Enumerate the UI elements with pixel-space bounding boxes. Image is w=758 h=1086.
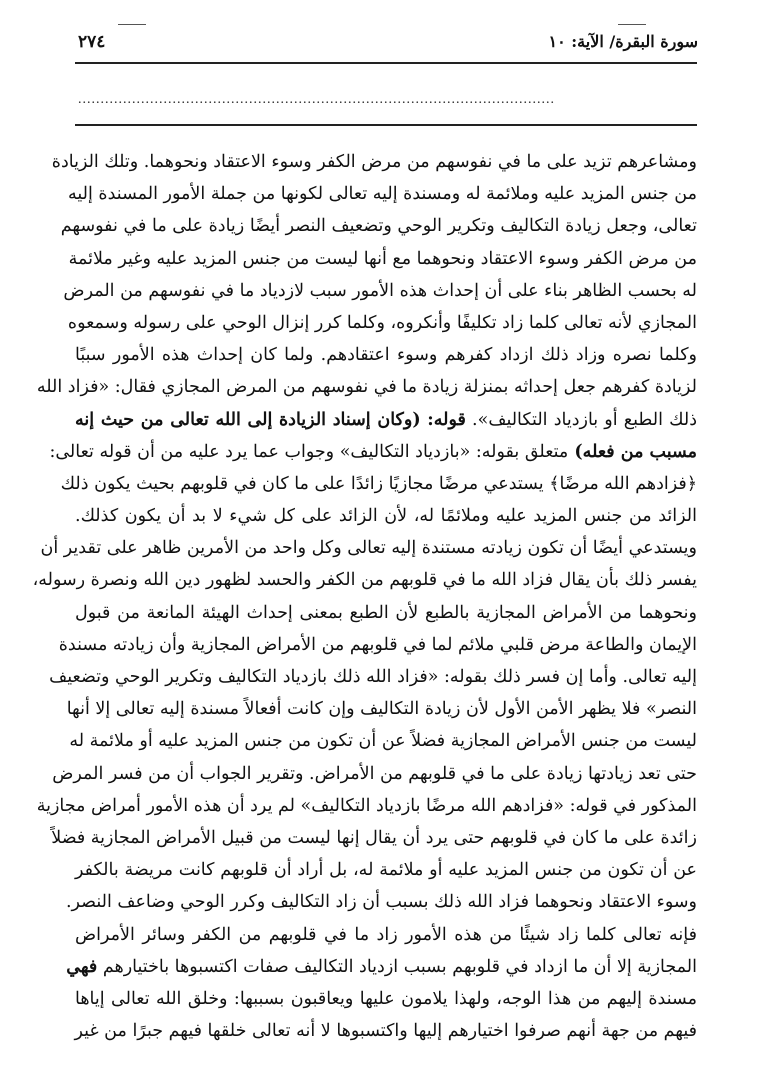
text-line (75, 597, 697, 629)
text-segment: من جنس المزيد عليه وملائمة له ومسندة إليه تعالى لكونها من جملة الأمور المسندة إليه (68, 184, 697, 205)
text-line (69, 725, 697, 757)
text-segment: المجازي لأنه تعالى كلما زاد تكليفًا وأنكروه، وكلما كرر إنزال الوحي على رسوله وسمعوه (67, 312, 697, 333)
text-line (75, 983, 697, 1015)
text-line (63, 275, 697, 307)
text-line (75, 500, 697, 532)
text-segment: ويستدعي أيضًا أن تكون زيادته مستندة إليه تعالى وكل واحد من الأمرين ظاهر على تقدير أن (40, 538, 697, 559)
text-segment: المجازية إلا أن ما ازداد في قلوبهم بسبب ازدياد التكاليف صفات اكتسبوها باختيارهم (97, 956, 697, 977)
text-line (68, 243, 697, 275)
text-segment: له بحسب الظاهر بناء على أن إحداث هذه الأمور سبب لازدياد ما في نفوسهم من المرض (63, 280, 697, 301)
text-segment: يفسر ذلك بأن يقال فزاد الله ما في قلوبهم من الكفر والحسد لظهور دين الله ونصرة رسوله، (32, 570, 697, 591)
body-text (32, 146, 697, 1047)
text-line (67, 307, 697, 339)
text-segment: إليه تعالى. وأما إن فسر ذلك بقوله: «فزاد الله ذلك بازدياد التكاليف وتكرير الوحي وتضعيف (49, 667, 697, 687)
text-line (75, 404, 697, 436)
text-line (75, 854, 697, 886)
text-line (58, 629, 697, 661)
text-segment: متعلق بقوله: «بازدياد التكاليف» وجواب عما يرد عليه من أن قوله تعالى: (49, 441, 569, 462)
text-line (36, 790, 697, 822)
text-segment: ونحوهما من الأمراض المجازية بالطبع لأن الطبع بمعنى إحداث الهيئة المانعة من قبول (75, 602, 697, 623)
text-segment: لزيادة كفرهم جعل إحداثه بمنزلة زيادة ما في نفوسهم من المرض المجازي فقال: «فزاد الله (36, 377, 697, 398)
text-line (75, 339, 697, 371)
text-segment: من مرض الكفر وسوء الاعتقاد ونحوهما مع أنها ليست من جنس المزيد عليه وغير ملائمة (68, 248, 697, 269)
text-line (51, 822, 697, 854)
text-segment: عن أن تكون من جنس المزيد عليه أو ملائمة له، بل أراد أن قلوبهم كانت مريضة بالكفر (75, 860, 697, 881)
text-line (32, 564, 697, 596)
text-segment: وسوء الاعتقاد ونحوهما فزاد الله ذلك بسبب أن زاد التكاليف وكرر الوحي وضاعف النصر. (65, 892, 697, 913)
top-mark-right (618, 24, 646, 25)
text-segment: مسندة إليهم من هذا الوجه، ولهذا يلامون عليها ويعاقبون بسببها: وخلق الله تعالى إياها (75, 988, 697, 1009)
section-rule (75, 124, 697, 126)
text-line (75, 1015, 697, 1047)
footnote-dots: .......................................................................................................... (78, 92, 555, 107)
running-header (78, 32, 698, 58)
bold-text-segment: (وكان إسناد الزيادة إلى الله تعالى من حيث إنه (75, 409, 421, 430)
text-segment: الزائد من جنس المزيد عليه وملائمًا له، لأن الزائد على كل شيء لا بد أن يكون كذلك. (75, 506, 697, 527)
text-segment: فإنه تعالى كلما زاد شيئًا من هذه الأمور زاد ما في قلوبهم من الكفر وسائر الأمراض (75, 924, 697, 945)
text-segment: زائدة على ما كان في قلوبهم حتى يرد أن يقال إنها ليست من قبيل الأمراض المجازية فضلاً (51, 827, 697, 848)
text-line (75, 919, 697, 951)
text-line (36, 371, 697, 403)
text-line (49, 661, 697, 693)
text-segment: ومشاعرهم تزيد على ما في نفوسهم من مرض الكفر وسوء الاعتقاد ونحوهما. وتلك الزيادة (51, 152, 697, 172)
text-line (49, 436, 697, 468)
text-segment: ذلك الطبع أو بازدياد التكاليف». (465, 409, 697, 430)
text-line (65, 886, 697, 918)
text-segment: الإيمان والطاعة مرض قلبي ملائم لما في قلوبهم من الأمراض المجازية وأن زيادته مسندة (58, 634, 697, 655)
page-number: ٢٧٤ (78, 32, 106, 52)
text-segment: المذكور في قوله: «فزادهم الله مرضًا بازدياد التكاليف» لم يرد أن هذه الأمور أمراض مجازية (36, 795, 697, 816)
text-line (52, 758, 697, 790)
text-segment: حتى تعد زيادتها زيادة على ما في قلوبهم من الأمراض. وتقرير الجواب أن من فسر المرض (52, 763, 697, 784)
bold-text-segment: فهي (66, 956, 98, 977)
text-line (66, 693, 697, 725)
text-line (51, 146, 697, 178)
text-segment: النصر» فلا يظهر الأمن الأول لأن زيادة التكاليف وإن كانت أفعالاً مسندة إليه تعالى إلا أنها (66, 699, 697, 720)
text-line (66, 951, 697, 983)
surah-reference: سورة البقرة/ الآية: ١٠ (548, 32, 698, 51)
text-line (60, 468, 697, 500)
text-segment: فيهم من جهة أنهم صرفوا اختيارهم إليها واكتسبوها لا أنه تعالى خلقها فيهم جبرًا من غير (74, 1021, 697, 1042)
text-segment: ﴿فزادهم الله مرضًا﴾ يستدعي مرضًا مجازيًا زائدًا على ما كان في قلوبهم بحيث يكون ذلك (60, 473, 697, 494)
text-segment: ليست من جنس الأمراض المجازية فضلاً عن أن تكون من جنس المزيد عليه أو ملائمة له (69, 731, 697, 752)
header-rule (75, 62, 697, 64)
text-line (60, 210, 697, 242)
bold-text-segment: مسبب من فعله) (568, 441, 697, 462)
text-line (40, 532, 697, 564)
top-mark-left (118, 24, 146, 25)
text-segment: وكلما نصره وزاد ذلك ازداد كفرهم وسوء اعتقادهم. ولما كان إحداث هذه الأمور سببًا (75, 345, 697, 366)
bold-text-segment: قوله: (420, 409, 466, 430)
text-line (68, 178, 697, 210)
text-segment: تعالى، وجعل زيادة التكاليف وتكرير الوحي وتضعيف النصر أيضًا زيادة على ما في نفوسهم (60, 216, 697, 237)
